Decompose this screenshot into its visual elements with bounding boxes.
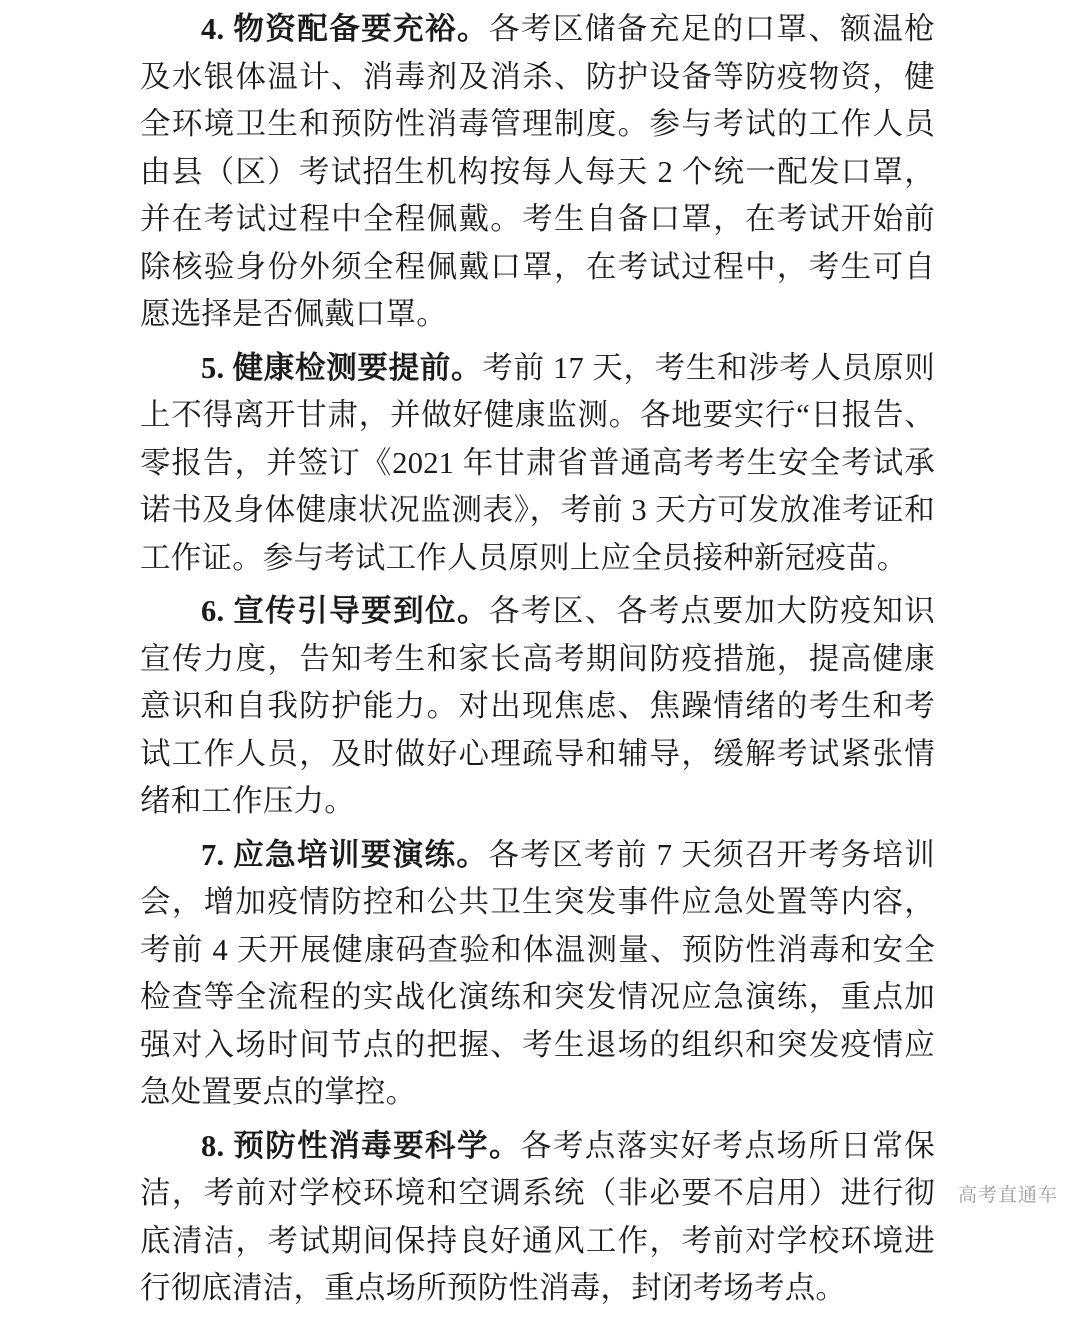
- paragraph-text: 各考区、各考点要加大防疫知识宣传力度，告知考生和家长高考期间防疫措施，提高健康意识和自我防护能力。对出现焦虑、焦躁情绪的考生和考试工作人员，及时做好心理疏导和辅导，缓解考试紧张情绪和工作压力。: [140, 594, 935, 818]
- paragraph-lead: 5. 健康检测要提前。: [201, 350, 483, 385]
- paragraph-lead: 4. 物资配备要充裕。: [201, 12, 489, 46]
- paragraph-item-5: [140, 345, 935, 583]
- paragraph-item-8: [140, 1123, 935, 1313]
- watermark-label: 高考直通车: [957, 1185, 1058, 1206]
- paragraph-item-6: [140, 588, 935, 826]
- paragraph-item-7: [140, 832, 935, 1117]
- paragraph-text: 各考区考前 7 天须召开考务培训会，增加疫情防控和公共卫生突发事件应急处置等内容，考前 4 天开展健康码查验和体温测量、预防性消毒和安全检查等全流程的实战化演练和突发情况应急演练，重点加强对入场时间节点的把握、考生退场的组织和突发疫情应急处置要点的掌控。: [140, 837, 936, 1109]
- paragraph-lead: 6. 宣传引导要到位。: [201, 594, 489, 628]
- paragraph-text: 各考点落实好考点场所日常保洁，考前对学校环境和空调系统（非必要不启用）进行彻底清洁，考试期间保持良好通风工作，考前对学校环境进行彻底清洁，重点场所预防性消毒，封闭考场考点。: [140, 1128, 935, 1305]
- paragraph-lead: 8. 预防性消毒要科学。: [201, 1128, 521, 1163]
- document-body: [140, 6, 935, 1319]
- paragraph-lead: 7. 应急培训要演练。: [201, 837, 489, 872]
- paragraph-text: 考前 17 天，考生和涉考人员原则上不得离开甘肃，并做好健康监测。各地要实行“日报告、零报告，并签订《2021 年甘肃省普通高考考生安全考试承诺书及身体健康状况监测表》，考前 3 天方可发放准考证和工作证。参与考试工作人员原则上应全员接种新冠疫苗。: [140, 350, 936, 575]
- paragraph-item-4: [140, 6, 935, 339]
- paragraph-text: 各考区储备充足的口罩、额温枪及水银体温计、消毒剂及消杀、防护设备等防疫物资，健全环境卫生和预防性消毒管理制度。参与考试的工作人员由县（区）考试招生机构按每人每天 2 个统一配发口罩，并在考试过程中全程佩戴。考生自备口罩，在考试开始前除核验身份外须全程佩戴口罩，在考试过程中，考生可自愿选择是否佩戴口罩。: [140, 12, 935, 331]
